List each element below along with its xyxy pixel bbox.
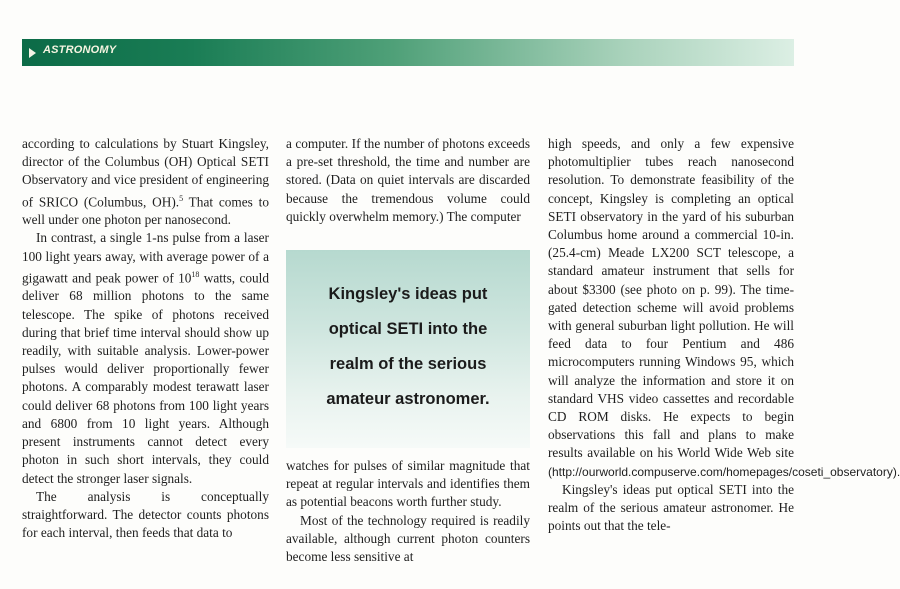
paragraph: high speeds, and only a few expensive photomultiplier tubes reach nanosecond resolution. To demonstrate feasibility of the concept, Kingsley is completing an optical SETI observatory in the yard of his suburban Columbus home around a commercial 10-in. (25.4-cm) Meade LX200 SCT telescope, a standard amateur instrument that sells for about $3300 (see photo on p. 99). The time-gated detection scheme will avoid problems with general suburban light pollution. He will feed data to four Pentium and 486 microcomputers running Windows 95, which will analyze the information and store it on standard VHS video cassettes and recordable CD ROM disks. He expects to begin observations this fall and plans to make results available on his World Wide Web site (http://ourworld.compuserve.com/homepages/coseti_observatory). [548, 136, 900, 479]
paragraph: a computer. If the number of photons exceeds a pre-set threshold, the time and number are stored. (Data on quiet intervals are discarded because the tremendous volume could quickly overwhelm memory.) The computer [286, 136, 530, 224]
section-label: ASTRONOMY [43, 44, 117, 56]
exponent: 18 [191, 269, 200, 279]
pull-quote-line: amateur astronomer. [326, 390, 490, 409]
paragraph: Kingsley's ideas put optical SETI into the realm of the serious amateur astronomer. He points out that the tele- [548, 481, 794, 534]
section-header-bar [22, 39, 794, 66]
paragraph: In contrast, a single 1-ns pulse from a laser 100 light years away, with average power of a gigawatt and peak power of $10^{18}$ watts, could deliver 68 million photons to the same telescope. The spike of photons received during that brief time interval should show up readily, with suitable analysis. Lower-power pulses would deliver proportionally fewer photons. A comparably modest terawatt laser could deliver 68 photons from 100 light years and 6800 from 10 light years. Although present instruments cannot detect every photon in such short intervals, they could detect the stronger laser signals. [22, 230, 269, 486]
footnote-marker: 5 [179, 193, 184, 203]
text-column-1 [22, 135, 269, 542]
triangle-bullet-icon [29, 48, 36, 58]
pull-quote-box [286, 250, 530, 448]
text-column-3 [548, 135, 900, 535]
paragraph: Most of the technology required is readily available, although current photon counters become less sensitive at [286, 512, 530, 565]
pull-quote-line: Kingsley's ideas put [328, 285, 488, 304]
pull-quote-line: realm of the serious [329, 355, 487, 374]
pull-quote-line: optical SETI into the [328, 320, 488, 339]
paragraph: according to calculations by Stuart Kingsley, director of the Columbus (OH) Optical SETI Observatory and vice president of engineering of SRICO (Columbus, OH).$^5$ That comes to well under one photon per nanosecond. [22, 136, 269, 228]
web-url: (http://ourworld.compuserve.com/homepages/coseti_observatory). [548, 464, 900, 479]
paragraph: watches for pulses of similar magnitude that repeat at regular intervals and identifies them as potential beacons worth further study. [286, 458, 530, 510]
paragraph: The analysis is conceptually straightforward. The detector counts photons for each interval, then feeds that data to [22, 488, 269, 541]
text-column-2 [286, 135, 530, 566]
